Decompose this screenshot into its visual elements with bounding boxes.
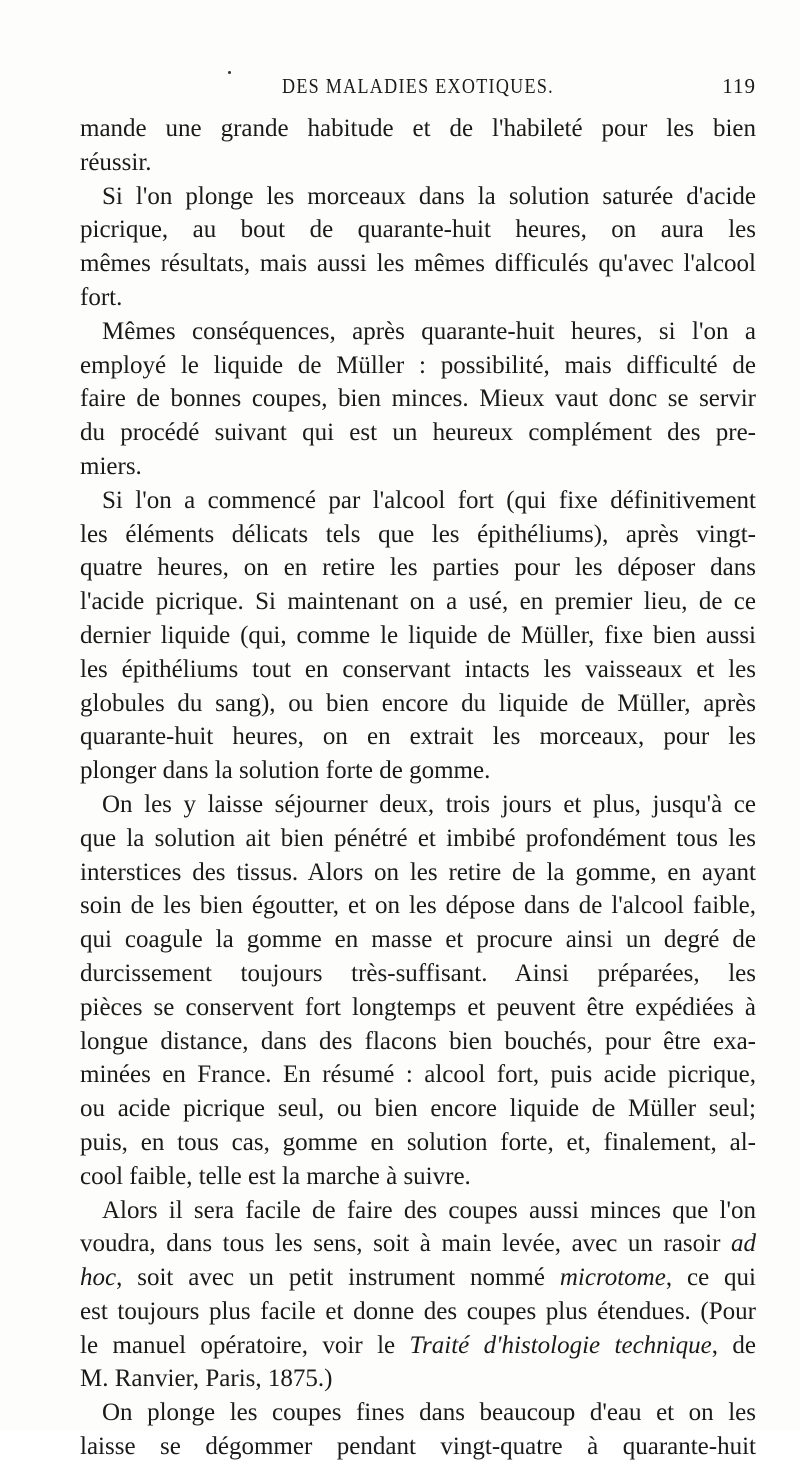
text-line: pièces se conservent fort longtemps et peuvent être expédiées à [80,993,756,1021]
text-line: durcissement toujours très-suffisant. Ainsi préparées, les [80,959,756,987]
italic-text: microtome [559,1264,666,1292]
text-line: Si l'on plonge les morceaux dans la solution saturée d'acide [102,182,756,210]
text-line: qui coagule la gomme en masse et procure ainsi un degré de [80,926,756,954]
italic-text: hoc [80,1264,117,1292]
text-line: On plonge les coupes fines dans beaucoup d'eau et on les [102,1399,756,1427]
text-segment: , ce qui [665,1264,757,1292]
text-line: picrique, au bout de quarante-huit heures, on aura les [80,216,756,244]
text-line: les épithéliums tout en conservant intacts les vaisseaux et les [80,655,756,683]
text-line: dernier liquide (qui, comme le liquide de Müller, fixe bien aussi [80,621,756,649]
text-line: l'acide picrique. Si maintenant on a usé, en premier lieu, de ce [80,588,756,616]
text-line: On les y laisse séjourner deux, trois jours et plus, jusqu'à ce [102,790,756,818]
text-line: interstices des tissus. Alors on les retire de la gomme, en ayant [80,858,756,886]
text-line: les éléments délicats tels que les épithéliums), après vingt- [80,520,756,548]
text-line: miers. [80,452,142,480]
page-number: 119 [722,74,756,98]
text-line: fort. [80,283,123,311]
italic-text: Traité d'histologie technique [409,1331,712,1359]
text-line: globules du sang), ou bien encore du liquide de Müller, après [80,689,756,717]
text-line: puis, en tous cas, gomme en solution forte, et, finalement, al- [80,1128,756,1156]
text-segment: voudra, dans tous les sens, soit à main levée, avec un rasoir [80,1230,731,1258]
text-line: employé le liquide de Müller : possibilité, mais difficulté de [80,351,756,379]
text-line: que la solution ait bien pénétré et imbibé profondément tous les [80,824,756,852]
running-title: DES MALADIES EXOTIQUES. [282,74,554,98]
text-line: faire de bonnes coupes, bien minces. Mieux vaut donc se servir [80,385,756,413]
text-line: M. Ranvier, Paris, 1875.) [80,1365,333,1393]
text-line: Si l'on a commencé par l'alcool fort (qui fixe définitivement [102,486,756,514]
italic-text: ad [731,1230,756,1258]
text-line: quatre heures, on en retire les parties pour les déposer dans [80,554,756,582]
text-line: cool faible, telle est la marche à suivre. [80,1162,471,1190]
text-line: plonger dans la solution forte de gomme. [80,757,491,785]
text-line: du procédé suivant qui est un heureux complément des pre- [80,419,756,447]
text-line: laisse se dégommer pendant vingt-quatre à quarante-huit [80,1433,756,1461]
text-line: soin de les bien égoutter, et on les dépose dans de l'alcool faible, [80,892,756,920]
text-line: Mêmes conséquences, après quarante-huit heures, si l'on a [102,317,756,345]
text-line: mande une grande habitude et de l'habileté pour les bien [80,115,756,142]
text-line: mêmes résultats, mais aussi les mêmes difficulés qu'avec l'alcool [80,250,756,278]
body-text [80,112,756,1464]
text-segment: , soit avec un petit instrument nommé [116,1264,560,1292]
text-line: est toujours plus facile et donne des coupes plus étendues. (Pour [80,1297,756,1325]
text-segment: le manuel opératoire, voir le [80,1331,410,1359]
text-line [80,1329,756,1363]
text-line [80,1261,756,1295]
text-line: quarante-huit heures, on en extrait les morceaux, pour les [80,723,756,751]
text-line: ou acide picrique seul, ou bien encore liquide de Müller seul; [80,1095,756,1123]
running-header [80,74,756,102]
text-line: minées en France. En résumé : alcool fort, puis acide picrique, [80,1061,756,1089]
text-line: réussir. [80,148,152,176]
text-line: longue distance, dans des flacons bien bouchés, pour être exa- [80,1027,756,1055]
text-line: Alors il sera facile de faire des coupes aussi minces que l'on [102,1196,756,1224]
text-segment: , de [711,1331,756,1359]
text-line [80,1227,756,1261]
